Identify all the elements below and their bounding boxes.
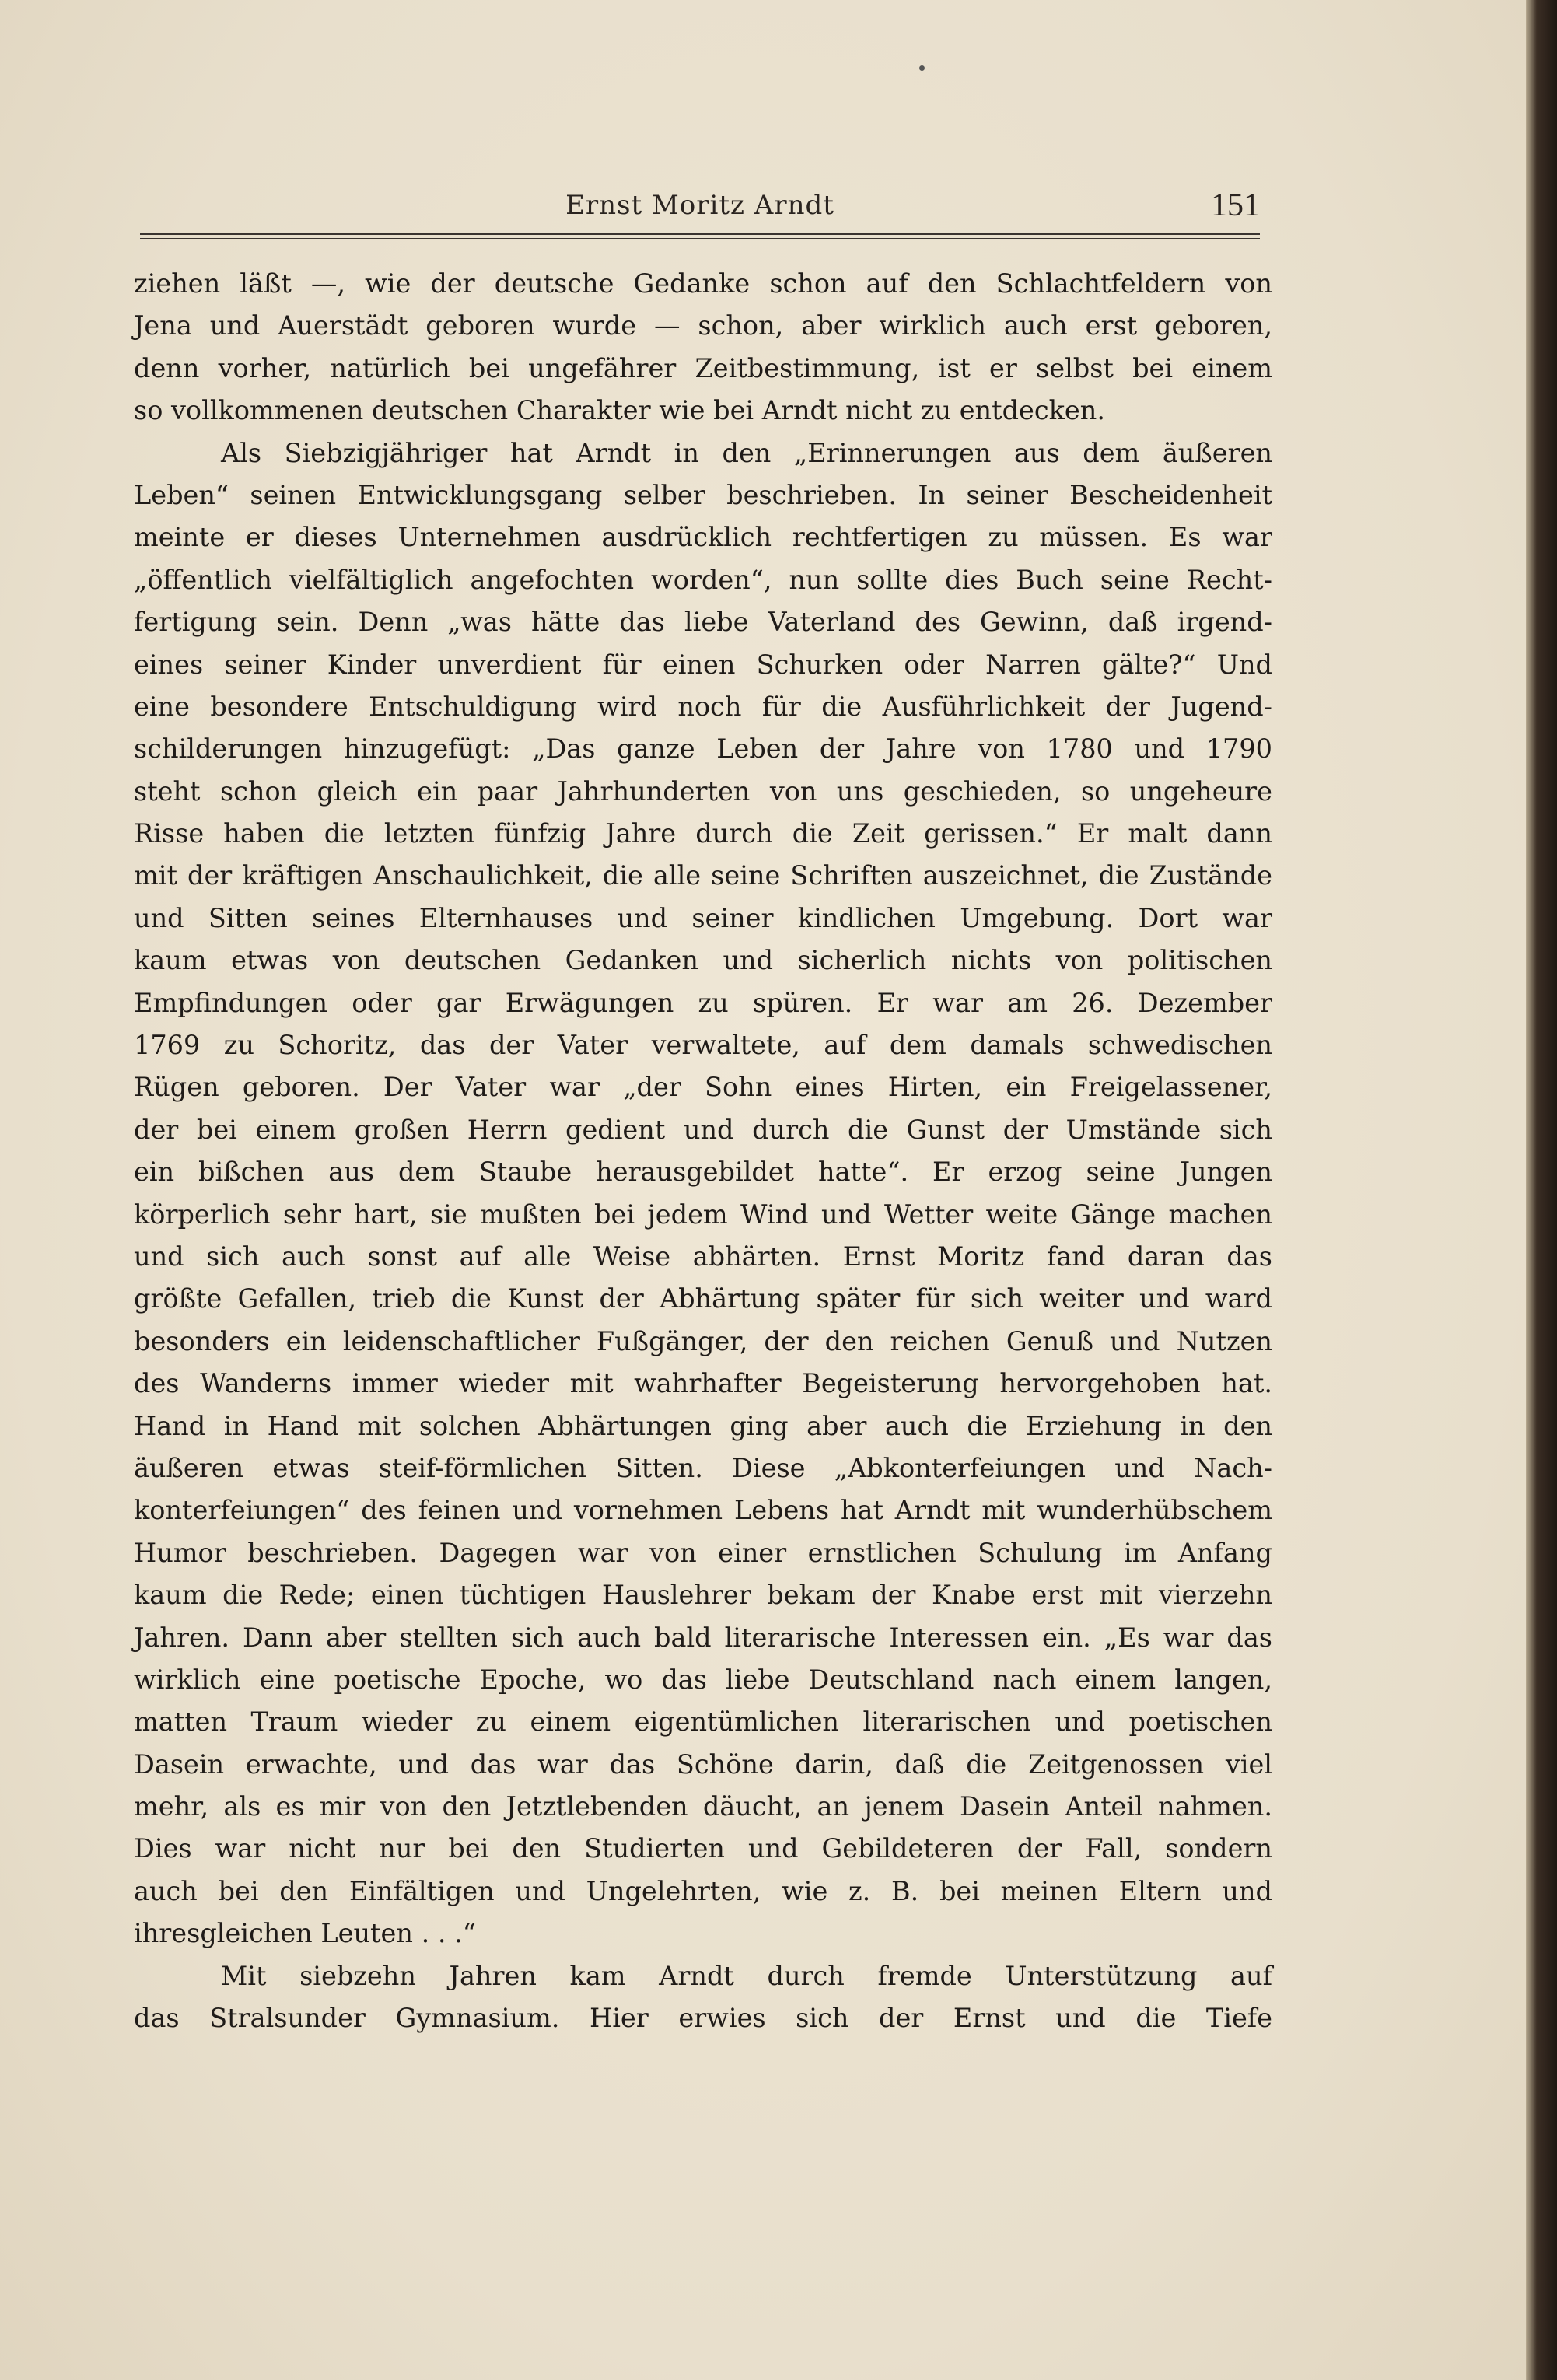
text-line: ein bißchen aus dem Staube herausgebildet hatte“. Er erzog seine Jungen — [134, 1157, 1272, 1188]
text-line: 1769 zu Schoritz, das der Vater verwaltete, auf dem damals schwedischen — [134, 1030, 1272, 1061]
text-line: das Stralsunder Gymnasium. Hier erwies sich der Ernst und die Tiefe — [134, 2003, 1272, 2034]
text-line: Als Siebzigjähriger hat Arndt in den „Erinnerungen aus dem äußeren — [221, 437, 1272, 468]
text-line: „öffentlich vielfältiglich angefochten worden“, nun sollte dies Buch seine Recht- — [134, 564, 1272, 595]
text-line: fertigung sein. Denn „was hätte das liebe Vaterland des Gewinn, daß irgend- — [134, 607, 1272, 638]
text-line: so vollkommenen deutschen Charakter wie bei Arndt nicht zu entdecken. — [134, 395, 1105, 426]
text-line: ihresgleichen Leuten . . .“ — [134, 1918, 476, 1949]
text-line: schilderungen hinzugefügt: „Das ganze Leben der Jahre von 1780 und 1790 — [134, 733, 1272, 765]
text-line: und sich auch sonst auf alle Weise abhärten. Ernst Moritz fand daran das — [134, 1241, 1272, 1272]
text-line: denn vorher, natürlich bei ungefährer Zeitbestimmung, ist er selbst bei einem — [134, 352, 1272, 383]
text-line: Rügen geboren. Der Vater war „der Sohn eines Hirten, ein Freigelassener, — [134, 1072, 1272, 1103]
body-text — [134, 263, 1272, 2039]
ink-speck — [919, 65, 925, 71]
text-line: Dasein erwachte, und das war das Schöne darin, daß die Zeitgenossen viel — [134, 1748, 1272, 1780]
text-line: steht schon gleich ein paar Jahrhunderten von uns geschieden, so ungeheure — [134, 775, 1272, 807]
text-line: des Wanderns immer wieder mit wahrhafter Begeisterung hervorgehoben hat. — [134, 1368, 1272, 1399]
text-line: matten Traum wieder zu einem eigentümlichen literarischen und poetischen — [134, 1706, 1272, 1738]
text-line: auch bei den Einfältigen und Ungelehrten, wie z. B. bei meinen Eltern und — [134, 1875, 1272, 1906]
text-line: konterfeiungen“ des feinen und vornehmen Lebens hat Arndt mit wunderhübschem — [134, 1495, 1272, 1526]
book-edge — [1526, 0, 1557, 2380]
text-line: Empfindungen oder gar Erwägungen zu spüren. Er war am 26. Dezember — [134, 987, 1272, 1018]
text-line: und Sitten seines Elternhauses und seiner kindlichen Umgebung. Dort war — [134, 902, 1272, 933]
text-line: Risse haben die letzten fünfzig Jahre durch die Zeit gerissen.“ Er malt dann — [134, 818, 1272, 849]
text-line: Dies war nicht nur bei den Studierten und Gebildeteren der Fall, sondern — [134, 1833, 1272, 1864]
text-line: mehr, als es mir von den Jetztlebenden däucht, an jenem Dasein Anteil nahmen. — [134, 1791, 1272, 1822]
text-line: Mit siebzehn Jahren kam Arndt durch fremde Unterstützung auf — [221, 1960, 1272, 1991]
text-line: meinte er dieses Unternehmen ausdrücklich rechtfertigen zu müssen. Es war — [134, 522, 1272, 553]
text-line: besonders ein leidenschaftlicher Fußgänger, der den reichen Genuß und Nutzen — [134, 1325, 1272, 1356]
text-line: eines seiner Kinder unverdient für einen Schurken oder Narren gälte?“ Und — [134, 649, 1272, 680]
text-line: Humor beschrieben. Dagegen war von einer ernstlichen Schulung im Anfang — [134, 1537, 1272, 1568]
text-line: Hand in Hand mit solchen Abhärtungen ging aber auch die Erziehung in den — [134, 1410, 1272, 1441]
text-line: mit der kräftigen Anschaulichkeit, die alle seine Schriften auszeichnet, die Zustände — [134, 860, 1272, 891]
text-line: kaum etwas von deutschen Gedanken und sicherlich nichts von politischen — [134, 945, 1272, 976]
text-line: Jena und Auerstädt geboren wurde — schon, aber wirklich auch erst geboren, — [134, 310, 1272, 341]
header-rule — [140, 233, 1260, 239]
text-line: der bei einem großen Herrn gedient und durch die Gunst der Umstände sich — [134, 1114, 1272, 1145]
text-line: ziehen läßt —, wie der deutsche Gedanke schon auf den Schlachtfeldern von — [134, 268, 1272, 299]
text-line: Jahren. Dann aber stellten sich auch bald literarische Interessen ein. „Es war das — [134, 1622, 1272, 1653]
text-line: kaum die Rede; einen tüchtigen Hauslehrer bekam der Knabe erst mit vierzehn — [134, 1580, 1272, 1611]
text-line: größte Gefallen, trieb die Kunst der Abhärtung später für sich weiter und ward — [134, 1283, 1272, 1314]
text-line: wirklich eine poetische Epoche, wo das liebe Deutschland nach einem langen, — [134, 1664, 1272, 1695]
page-number: 151 — [1211, 187, 1260, 223]
text-line: körperlich sehr hart, sie mußten bei jedem Wind und Wetter weite Gänge machen — [134, 1199, 1272, 1230]
running-title: Ernst Moritz Arndt — [565, 190, 834, 221]
text-line: eine besondere Entschuldigung wird noch für die Ausführlichkeit der Jugend- — [134, 691, 1272, 722]
text-line: äußeren etwas steif-förmlichen Sitten. Diese „Abkonterfeiungen und Nach- — [134, 1452, 1272, 1483]
text-line: Leben“ seinen Entwicklungsgang selber beschrieben. In seiner Bescheidenheit — [134, 479, 1272, 510]
page-header — [140, 187, 1260, 233]
